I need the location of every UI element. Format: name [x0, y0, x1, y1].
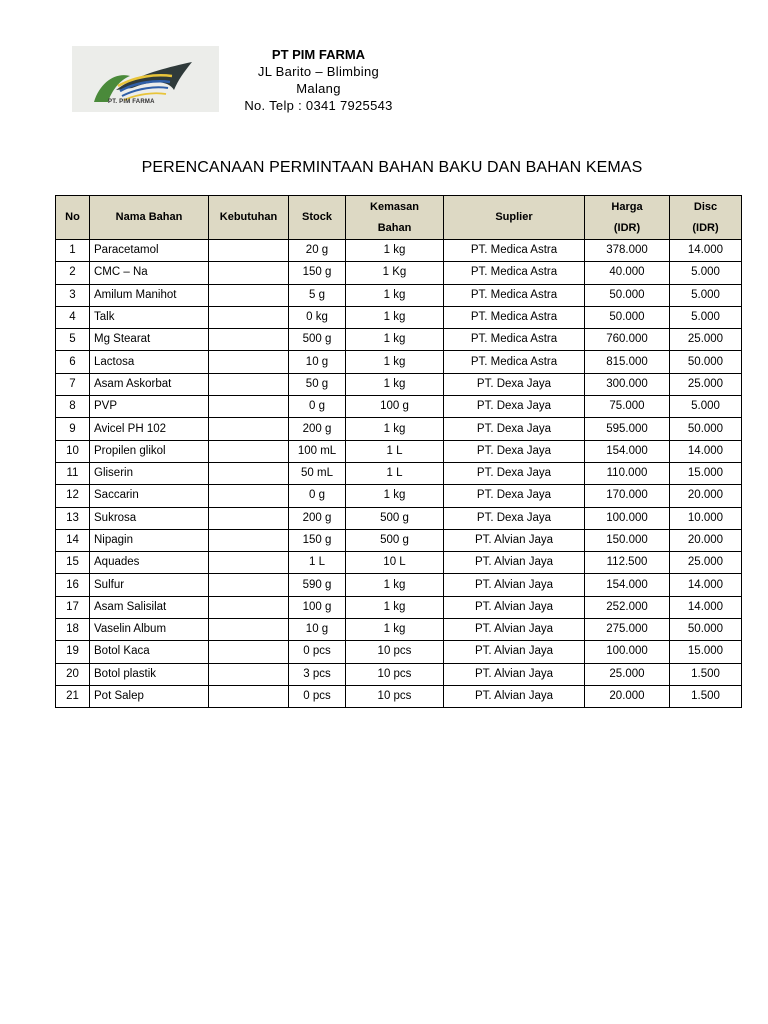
table-cell: PT. Alvian Jaya — [444, 641, 585, 663]
column-header-sublabel: Bahan — [377, 221, 412, 234]
table-cell: 3 pcs — [289, 663, 346, 685]
table-cell: 50.000 — [585, 306, 670, 328]
table-cell: 50.000 — [670, 418, 742, 440]
table-cell: 1 kg — [346, 306, 444, 328]
table-cell: 10 g — [289, 619, 346, 641]
table-cell: 110.000 — [585, 462, 670, 484]
table-cell: 40.000 — [585, 262, 670, 284]
table-cell: 200 g — [289, 418, 346, 440]
table-cell: Propilen glikol — [90, 440, 209, 462]
table-cell: Vaselin Album — [90, 619, 209, 641]
table-cell: 0 kg — [289, 306, 346, 328]
company-name: PT PIM FARMA — [271, 47, 366, 62]
table-row — [56, 596, 742, 618]
table-cell: PT. Dexa Jaya — [444, 418, 585, 440]
table-cell: 10 g — [289, 351, 346, 373]
table-cell: Botol Kaca — [90, 641, 209, 663]
table-cell: 5.000 — [670, 262, 742, 284]
column-header — [209, 196, 289, 240]
column-header-label: Disc — [693, 200, 718, 213]
table-row — [56, 552, 742, 574]
column-header-label: Kebutuhan — [219, 211, 278, 223]
table-cell: 14.000 — [670, 596, 742, 618]
table-cell: 50 g — [289, 373, 346, 395]
table-cell: 1 kg — [346, 284, 444, 306]
table-cell — [209, 485, 289, 507]
table-cell: 20.000 — [670, 529, 742, 551]
table-row — [56, 641, 742, 663]
table-cell: PT. Dexa Jaya — [444, 396, 585, 418]
table-cell: 5 — [56, 329, 90, 351]
table-cell — [209, 663, 289, 685]
table-cell — [209, 685, 289, 707]
table-cell: 150 g — [289, 262, 346, 284]
table-cell: 25.000 — [670, 373, 742, 395]
column-header-label: No — [65, 211, 80, 223]
table-cell: Aquades — [90, 552, 209, 574]
table-cell: 75.000 — [585, 396, 670, 418]
table-cell: 1 L — [289, 552, 346, 574]
table-cell: 170.000 — [585, 485, 670, 507]
table-cell: PT. Dexa Jaya — [444, 440, 585, 462]
table-cell: PT. Alvian Jaya — [444, 685, 585, 707]
table-cell: PT. Medica Astra — [444, 240, 585, 262]
table-cell: 20.000 — [670, 485, 742, 507]
table-cell: PT. Dexa Jaya — [444, 485, 585, 507]
table-cell: 3 — [56, 284, 90, 306]
table-cell: Saccarin — [90, 485, 209, 507]
column-header-label: Harga — [611, 200, 643, 213]
table-cell: 50 mL — [289, 462, 346, 484]
table-cell: 1 kg — [346, 596, 444, 618]
table-cell: 8 — [56, 396, 90, 418]
column-header-label: Nama Bahan — [115, 211, 183, 223]
table-cell: PT. Medica Astra — [444, 262, 585, 284]
table-cell — [209, 418, 289, 440]
address-line-2: Malang — [296, 81, 341, 96]
table-cell: 7 — [56, 373, 90, 395]
company-info — [219, 46, 418, 112]
table-cell: Asam Salisilat — [90, 596, 209, 618]
table-cell: Lactosa — [90, 351, 209, 373]
table-cell: 25.000 — [585, 663, 670, 685]
table-cell: Sukrosa — [90, 507, 209, 529]
table-cell: 275.000 — [585, 619, 670, 641]
table-cell: PT. Alvian Jaya — [444, 596, 585, 618]
column-header — [90, 196, 209, 240]
table-row — [56, 418, 742, 440]
table-cell — [209, 596, 289, 618]
table-cell: 0 g — [289, 485, 346, 507]
table-cell: 25.000 — [670, 552, 742, 574]
column-header — [670, 196, 742, 240]
table-cell: 20.000 — [585, 685, 670, 707]
table-cell: 1 kg — [346, 329, 444, 351]
table-header-row — [56, 196, 742, 240]
table-cell: Botol plastik — [90, 663, 209, 685]
table-cell: 100.000 — [585, 507, 670, 529]
table-row — [56, 685, 742, 707]
table-cell: 595.000 — [585, 418, 670, 440]
table-cell: PT. Alvian Jaya — [444, 574, 585, 596]
table-cell: PT. Medica Astra — [444, 329, 585, 351]
table-cell: Paracetamol — [90, 240, 209, 262]
table-cell: 1 L — [346, 462, 444, 484]
table-cell — [209, 529, 289, 551]
table-cell — [209, 507, 289, 529]
table-cell: PT. Dexa Jaya — [444, 373, 585, 395]
table-cell: PT. Alvian Jaya — [444, 663, 585, 685]
table-cell: 6 — [56, 351, 90, 373]
table-cell: PT. Alvian Jaya — [444, 529, 585, 551]
table-cell: 16 — [56, 574, 90, 596]
table-row — [56, 396, 742, 418]
table-cell: 815.000 — [585, 351, 670, 373]
table-cell — [209, 240, 289, 262]
table-cell: PT. Alvian Jaya — [444, 619, 585, 641]
table-cell: 15 — [56, 552, 90, 574]
table-cell: 10 pcs — [346, 685, 444, 707]
table-row — [56, 351, 742, 373]
table-cell: 4 — [56, 306, 90, 328]
table-cell: 1 Kg — [346, 262, 444, 284]
table-cell: Amilum Manihot — [90, 284, 209, 306]
table-cell: 5.000 — [670, 306, 742, 328]
table-cell: Avicel PH 102 — [90, 418, 209, 440]
table-cell — [209, 462, 289, 484]
table-row — [56, 529, 742, 551]
table-row — [56, 329, 742, 351]
table-cell: 100 g — [289, 596, 346, 618]
table-row — [56, 262, 742, 284]
table-cell: 378.000 — [585, 240, 670, 262]
table-cell: 20 — [56, 663, 90, 685]
table-body — [56, 240, 742, 708]
table-cell: PT. Medica Astra — [444, 306, 585, 328]
table-row — [56, 619, 742, 641]
table-cell: Mg Stearat — [90, 329, 209, 351]
column-header-label: Stock — [302, 211, 332, 223]
table-cell: 0 pcs — [289, 641, 346, 663]
table-cell: 500 g — [346, 507, 444, 529]
table-cell: 1 L — [346, 440, 444, 462]
table-cell: 50.000 — [585, 284, 670, 306]
table-cell — [209, 641, 289, 663]
table-cell — [209, 373, 289, 395]
table-cell: 590 g — [289, 574, 346, 596]
table-cell: Gliserin — [90, 462, 209, 484]
table-cell: PT. Dexa Jaya — [444, 507, 585, 529]
table-cell — [209, 396, 289, 418]
table-cell: 154.000 — [585, 574, 670, 596]
table-cell: PT. Alvian Jaya — [444, 552, 585, 574]
table-cell: Nipagin — [90, 529, 209, 551]
table-cell — [209, 552, 289, 574]
table-cell — [209, 619, 289, 641]
table-cell: 1 kg — [346, 373, 444, 395]
letterhead — [72, 46, 418, 112]
table-cell: 10 — [56, 440, 90, 462]
column-header-sublabel: (IDR) — [692, 221, 719, 234]
table-cell: Sulfur — [90, 574, 209, 596]
table-row — [56, 462, 742, 484]
phone-number: No. Telp : 0341 7925543 — [244, 98, 393, 113]
company-logo — [72, 46, 219, 112]
table-row — [56, 663, 742, 685]
table-cell: 100 mL — [289, 440, 346, 462]
table-cell: 112.500 — [585, 552, 670, 574]
table-row — [56, 440, 742, 462]
column-header-label: Suplier — [495, 211, 533, 223]
table-cell: Talk — [90, 306, 209, 328]
document-title: PERENCANAAN PERMINTAAN BAHAN BAKU DAN BAHAN KEMAS — [141, 159, 643, 176]
column-header — [585, 196, 670, 240]
table-cell: 5.000 — [670, 284, 742, 306]
table-cell: 1 kg — [346, 574, 444, 596]
column-header — [444, 196, 585, 240]
table-cell: 14.000 — [670, 574, 742, 596]
column-header-sublabel: (IDR) — [613, 221, 641, 234]
table-cell: 1 kg — [346, 240, 444, 262]
table-cell: 11 — [56, 462, 90, 484]
column-header — [56, 196, 90, 240]
table-cell — [209, 574, 289, 596]
table-cell: 300.000 — [585, 373, 670, 395]
table-cell: 9 — [56, 418, 90, 440]
table-cell: 0 g — [289, 396, 346, 418]
table-cell: 18 — [56, 619, 90, 641]
table-cell: 10 L — [346, 552, 444, 574]
table-cell: 20 g — [289, 240, 346, 262]
table-cell: PT. Medica Astra — [444, 351, 585, 373]
table-cell: 500 g — [289, 329, 346, 351]
table-row — [56, 574, 742, 596]
table-cell: 100 g — [346, 396, 444, 418]
table-cell: 0 pcs — [289, 685, 346, 707]
table-cell — [209, 284, 289, 306]
table-cell: 1 kg — [346, 351, 444, 373]
table-cell: 14 — [56, 529, 90, 551]
table-cell: 1 kg — [346, 485, 444, 507]
table-cell: 252.000 — [585, 596, 670, 618]
table-cell — [209, 329, 289, 351]
table-cell: 200 g — [289, 507, 346, 529]
table-cell: 1.500 — [670, 663, 742, 685]
table-cell: Asam Askorbat — [90, 373, 209, 395]
table-cell: 10.000 — [670, 507, 742, 529]
table-cell — [209, 306, 289, 328]
column-header-label: Kemasan — [370, 200, 419, 213]
table-cell: Pot Salep — [90, 685, 209, 707]
table-cell: 500 g — [346, 529, 444, 551]
table-cell: 50.000 — [670, 619, 742, 641]
table-row — [56, 306, 742, 328]
table-cell: 150.000 — [585, 529, 670, 551]
table-cell: 12 — [56, 485, 90, 507]
table-cell: 150 g — [289, 529, 346, 551]
table-row — [56, 284, 742, 306]
table-cell: 17 — [56, 596, 90, 618]
material-table — [55, 195, 742, 708]
table-cell — [209, 440, 289, 462]
table-cell: 1 — [56, 240, 90, 262]
table-cell: 14.000 — [670, 440, 742, 462]
table-cell: 21 — [56, 685, 90, 707]
table-cell — [209, 351, 289, 373]
table-cell: PT. Dexa Jaya — [444, 462, 585, 484]
table-cell: 15.000 — [670, 462, 742, 484]
table-cell: 5.000 — [670, 396, 742, 418]
table-cell: 50.000 — [670, 351, 742, 373]
column-header — [289, 196, 346, 240]
table-cell — [209, 262, 289, 284]
address-line-1: JL Barito – Blimbing — [257, 64, 380, 79]
table-cell: 154.000 — [585, 440, 670, 462]
table-row — [56, 240, 742, 262]
column-header — [346, 196, 444, 240]
table-cell: 10 pcs — [346, 663, 444, 685]
table-cell: 5 g — [289, 284, 346, 306]
table-cell: 10 pcs — [346, 641, 444, 663]
table-cell: 19 — [56, 641, 90, 663]
table-cell: PT. Medica Astra — [444, 284, 585, 306]
table-cell: 25.000 — [670, 329, 742, 351]
table-cell: 1.500 — [670, 685, 742, 707]
table-cell: 2 — [56, 262, 90, 284]
table-row — [56, 373, 742, 395]
table-row — [56, 507, 742, 529]
table-cell: 1 kg — [346, 418, 444, 440]
table-row — [56, 485, 742, 507]
table-cell: 13 — [56, 507, 90, 529]
table-cell: CMC – Na — [90, 262, 209, 284]
logo-caption: PT. PIM FARMA — [108, 99, 155, 105]
table-cell: 1 kg — [346, 619, 444, 641]
table-cell: 100.000 — [585, 641, 670, 663]
table-cell: 14.000 — [670, 240, 742, 262]
table-cell: 15.000 — [670, 641, 742, 663]
table-cell: PVP — [90, 396, 209, 418]
table-cell: 760.000 — [585, 329, 670, 351]
